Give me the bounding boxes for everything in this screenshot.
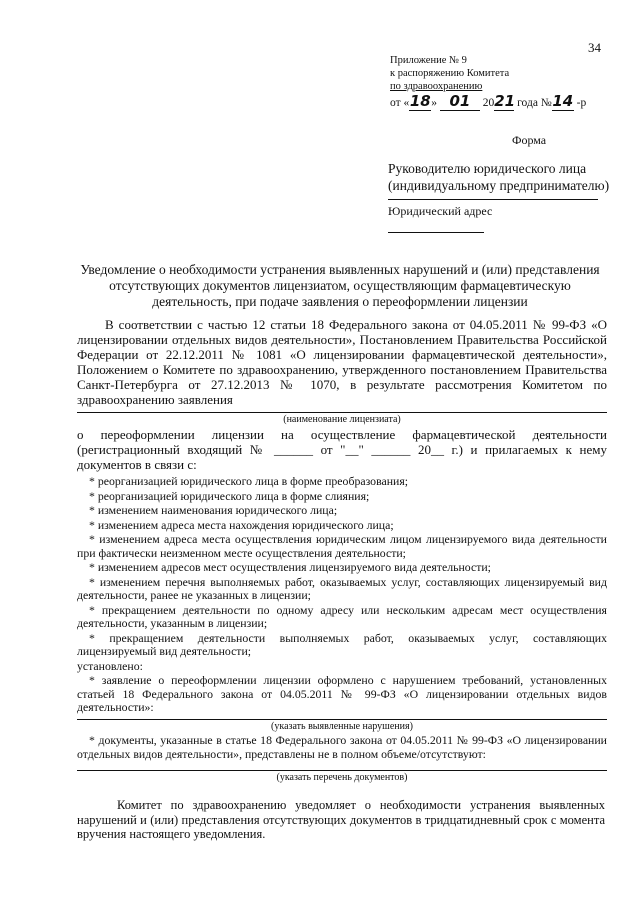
violations-line (77, 719, 607, 720)
document-title: Уведомление о необходимости устранения выявленных нарушений и (или) представления отсутствующих документов лицензиатом, осуществляющим фармацевтическую деятельность, при подаче заявления о переоформлении лицензии (80, 262, 600, 309)
reasons-list (77, 475, 607, 715)
closing-paragraph: Комитет по здравоохранению уведомляет о необходимости устранения выявленных нарушений и (или) представления отсутствующих документов в тридцатидневный срок с момента вручения настоящего уведомления. (77, 798, 605, 841)
reissue-paragraph: о переоформлении лицензии на осуществление фармацевтической деятельности (регистрационный входящий № ______ от "__" ______ 20__ г.) и прилагаемых к нему документов в связи с: (77, 427, 607, 472)
legal-address-line (388, 232, 484, 233)
appendix-line-1: Приложение № 9 (390, 55, 467, 66)
licensee-name-line (77, 412, 607, 413)
established-label: установлено: (77, 658, 143, 673)
reason-item: * изменением адресов мест осуществления лицензируемого вида деятельности; (89, 560, 491, 574)
documents-line (77, 770, 607, 771)
appendix-header (390, 54, 509, 93)
reason-item: * изменением адреса места нахождения юридического лица; (89, 517, 394, 532)
date-year-prefix: 20 (482, 97, 495, 109)
appendix-line-2: к распоряжению Комитета (390, 68, 510, 79)
date-month: 01 (440, 92, 480, 111)
reason-item: * изменением перечня выполняемых работ, оказываемых услуг, составляющих лицензируемый вид деятельности, ранее не указанных в лицензии; (77, 574, 607, 602)
page-number: 34 (588, 40, 601, 55)
order-number-suffix: -р (576, 97, 587, 109)
form-label: Форма (512, 133, 547, 147)
addressee-block (388, 160, 609, 194)
date-year-suffix: года № (517, 97, 552, 109)
appendix-date (390, 92, 586, 111)
reason-item: * изменением наименования юридического лица; (89, 503, 338, 517)
reason-item: * реорганизацией юридического лица в форме преобразования; (89, 474, 409, 488)
date-mid: » (431, 97, 437, 109)
reason-item: * реорганизацией юридического лица в форме слияния; (89, 488, 370, 503)
violations-caption: (указать выявленные нарушения) (271, 721, 413, 732)
licensee-caption: (наименование лицензиата) (283, 414, 401, 425)
addressee-line-2: (индивидуальному предпринимателю) (388, 178, 610, 193)
reason-item: * прекращением деятельности по одному адресу или нескольким адресам мест осуществления деятельности, указанным в лицензии; (77, 602, 607, 630)
finding-documents: * документы, указанные в статье 18 Федерального закона от 04.05.2011 № 99-ФЗ «О лицензировании отдельных видов деятельности», представлены не в полном объеме/отсутствуют: (77, 733, 607, 761)
intro-paragraph: В соответствии с частью 12 статьи 18 Федерального закона от 04.05.2011 № 99-ФЗ «О лицензировании отдельных видов деятельности», Постановлением Правительства Российской Федерации от 22.12.2011 № 1081 «О лицензировании фармацевтической деятельности», Положением о Комитете по здравоохранению, утвержденного постановлением Правительства Санкт-Петербурга от 27.12.2013 № 1070, в результате рассмотрения Комитетом по здравоохранению заявления (77, 317, 607, 407)
addressee-line-1: Руководителю юридического лица (388, 161, 587, 176)
reason-item: * прекращением деятельности выполняемых работ, оказываемых услуг, составляющих лицензируемый вид деятельности; (77, 630, 607, 658)
reason-item: * изменением адреса места осуществления юридическим лицом лицензируемого вида деятельности при фактически неизменном месте осуществления деятельности; (77, 532, 607, 560)
documents-caption: (указать перечень документов) (276, 772, 408, 783)
appendix-line-3: по здравоохранению (390, 81, 483, 92)
date-prefix: от « (390, 97, 410, 109)
addressee-name-line (388, 199, 598, 200)
order-number: 14 (552, 92, 574, 110)
legal-address-label: Юридический адрес (388, 204, 493, 218)
finding-violations: * заявление о переоформлении лицензии оформлено с нарушением требований, установленных статьей 18 Федерального закона от 04.05.2011 № 99-ФЗ «О лицензировании отдельных видов деятельности»: (77, 673, 607, 714)
date-year: 21 (494, 92, 516, 110)
date-day: 18 (409, 92, 431, 110)
